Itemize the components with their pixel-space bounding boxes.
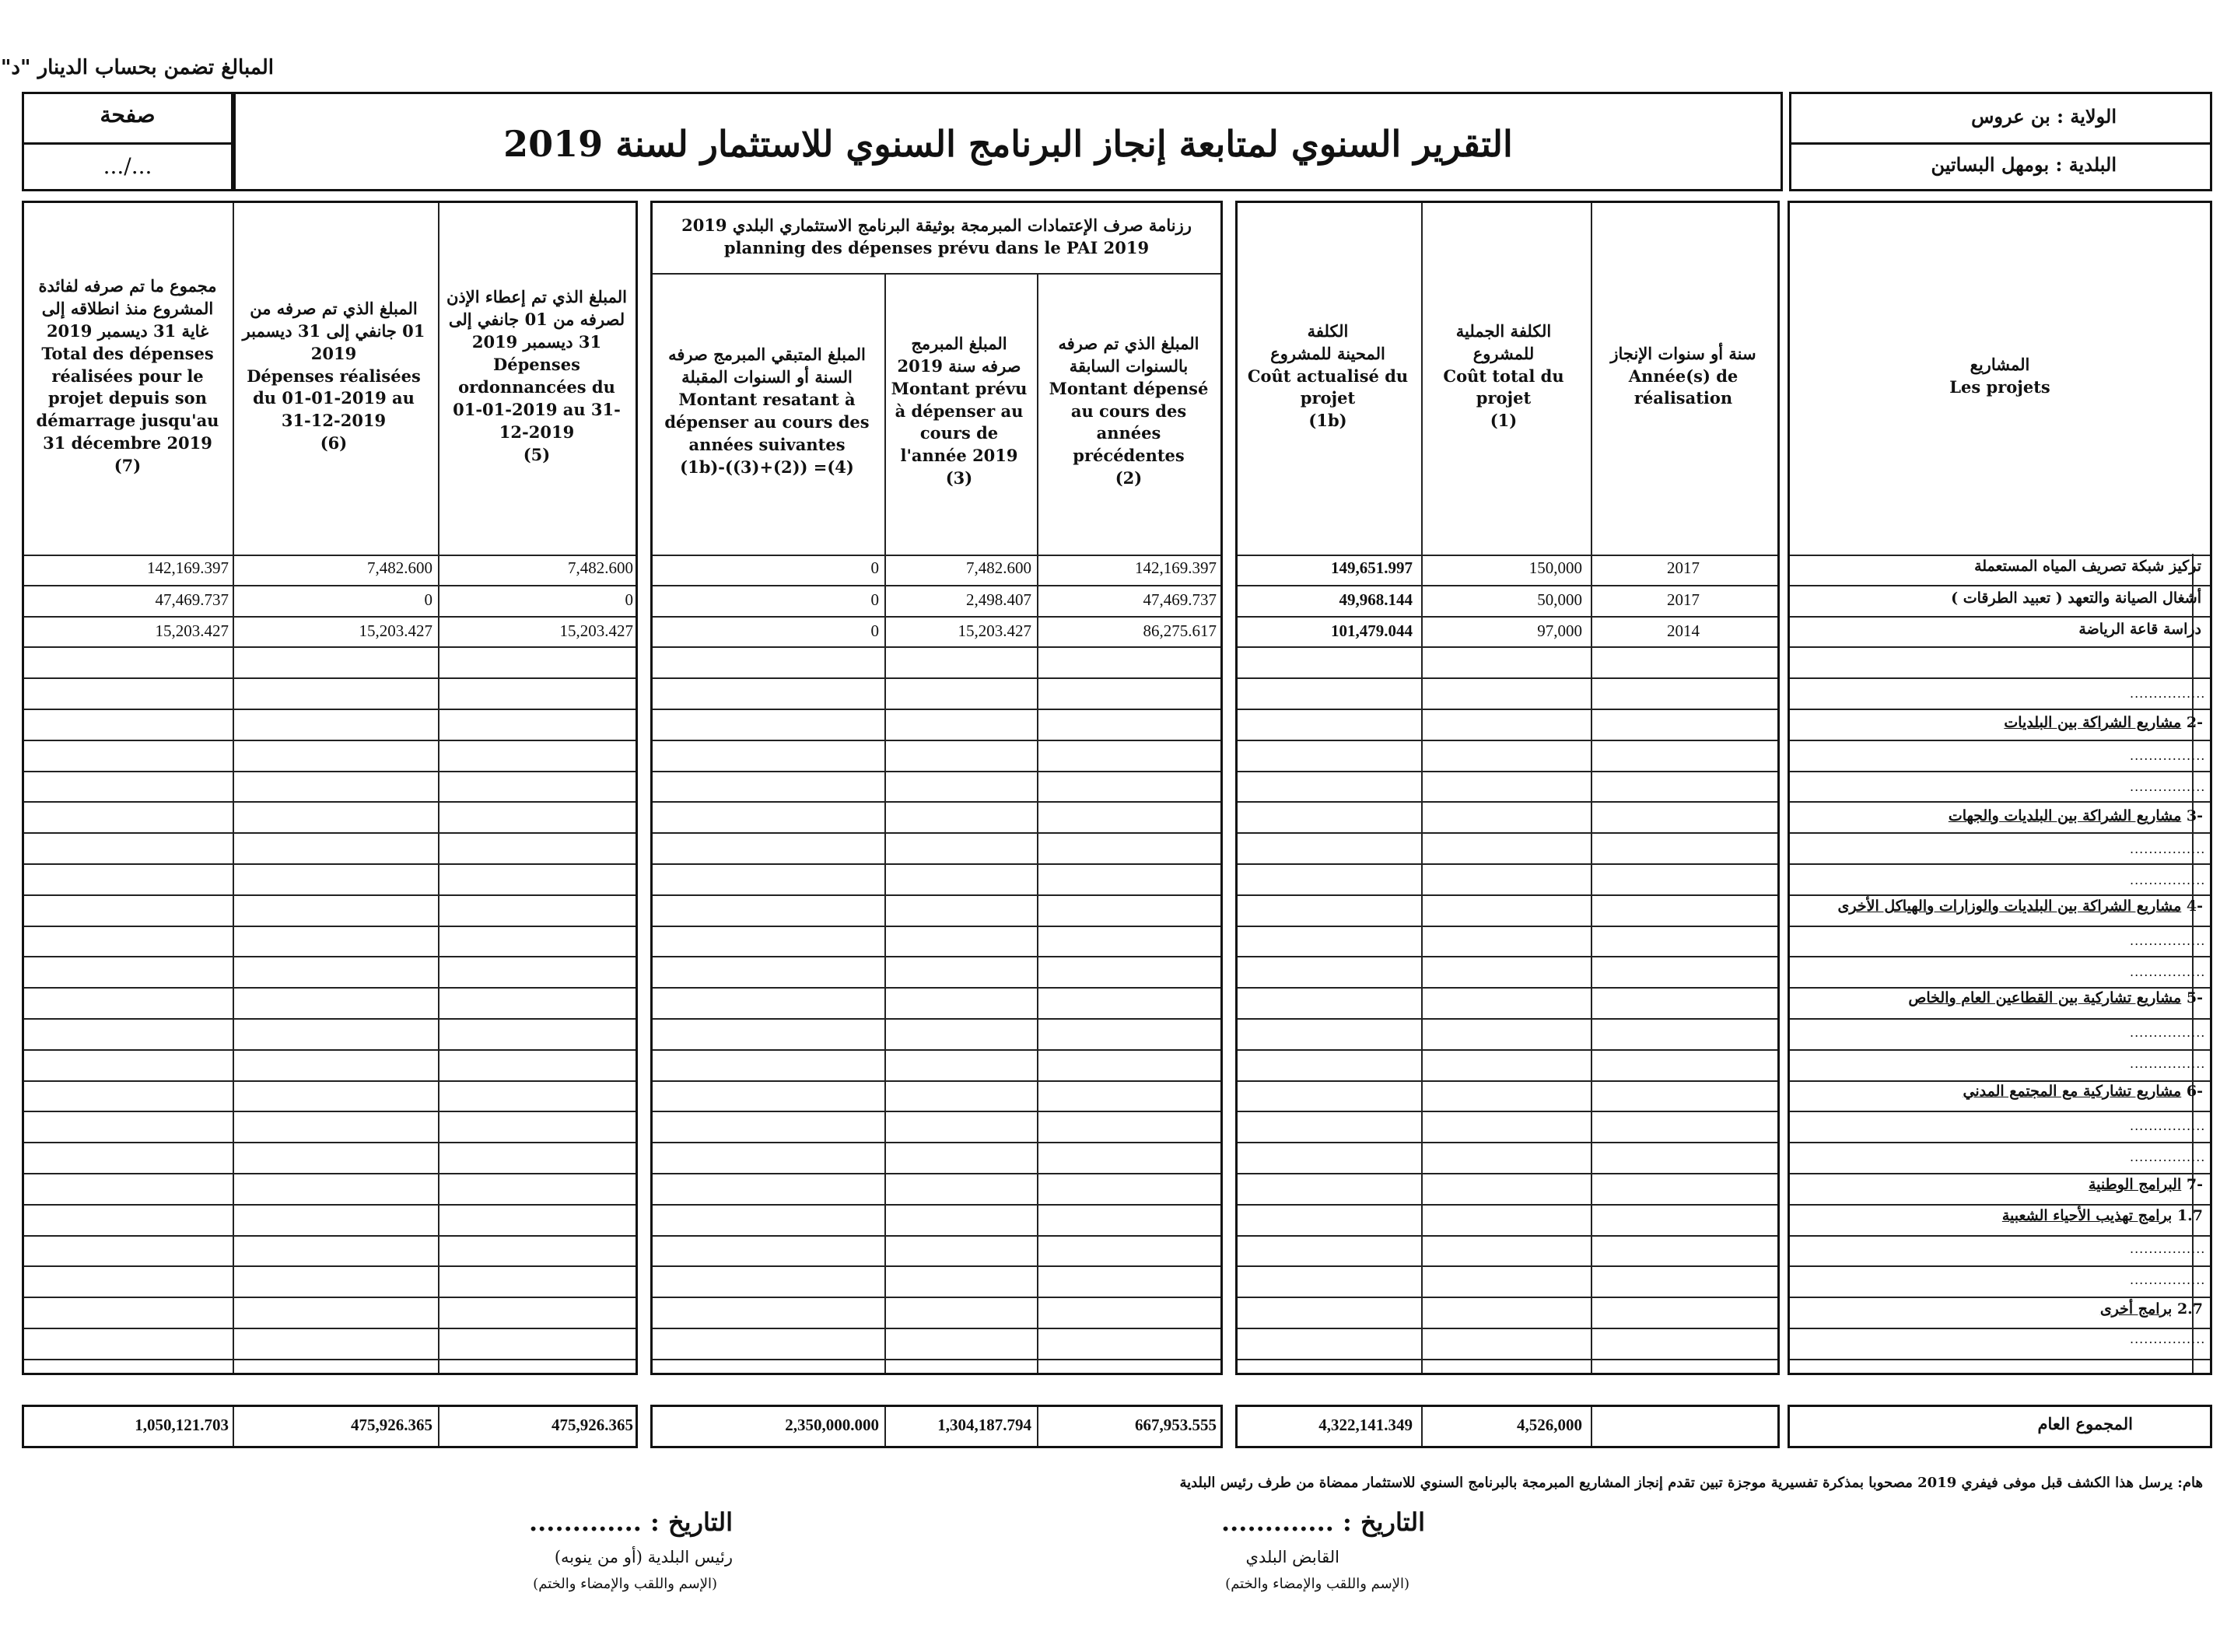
placeholder-dots-line: ................ (2130, 1150, 2206, 1164)
col-header-spent-previous (1036, 274, 1221, 549)
placeholder-dots-line: ................ (2130, 873, 2206, 887)
placeholder-dots-line: ................ (2130, 1056, 2206, 1071)
section-label (1963, 1083, 2203, 1100)
grid-row-line (653, 1049, 1220, 1051)
page-label: صفحة (100, 102, 156, 128)
total-planned-2019: 1,304,187.794 (937, 1416, 1031, 1434)
col-header-index: (1b) (1308, 411, 1347, 431)
grid-row-line (24, 987, 636, 989)
cell-total-spent: 47,469.737 (155, 590, 229, 609)
grid-row-line (1238, 863, 1777, 865)
col-header-text-ar: سنة أو سنوات الإنجاز (1610, 343, 1756, 363)
section-title: مشاريع الشراكة بين البلديات والوزارات والهياكل الأخرى (1837, 898, 2182, 915)
grid-row-line (1790, 646, 2210, 648)
wilaya-label: الولاية : بن عروس (1971, 105, 2117, 128)
grid-row-line (653, 926, 1220, 927)
grid-row-line (1238, 894, 1777, 896)
grid-row-line (1790, 801, 2210, 803)
cell-updated-cost: 49,968.144 (1339, 590, 1413, 609)
grid-row-line (24, 616, 636, 618)
important-note: هام: يرسل هذا الكشف قبل موفى فيفري 2019 مصحوبا بمذكرة تفسيرية موجزة تبين تقدم إنجاز المشاريع المبرمجة بالبرنامج السنوي للاستثمار ممضاة من طرف رئيس البلدية (1179, 1475, 2203, 1491)
grid-row-line (1238, 1080, 1777, 1082)
grid-row-line (1790, 1235, 2210, 1237)
grid-row-line (1790, 709, 2210, 710)
cell-planned-2019: 2,498.407 (966, 590, 1031, 609)
grid-row-line (1238, 926, 1777, 927)
col-header-index: (2) (1115, 468, 1143, 488)
grid-row-line (1238, 1235, 1777, 1237)
grid-row-line (1790, 677, 2210, 679)
grid-row-line (1790, 740, 2210, 741)
mayor-title: رئيس البلدية (أو من ينوبه) (554, 1548, 733, 1566)
grid-row-line (24, 1235, 636, 1237)
grid-row-line (653, 646, 1220, 648)
section-title: البرامج الوطنية (2088, 1176, 2182, 1193)
col-header-text-fr: Montant dépensé au cours des années précédentes (1049, 378, 1209, 466)
grid-row-line (1238, 585, 1777, 586)
grid-row-line (653, 616, 1220, 618)
section-title: مشاريع تشاركية بين القطاعين العام والخاص (1908, 989, 2182, 1006)
cell-spent-previous: 47,469.737 (1143, 590, 1217, 609)
grid-row-line (24, 956, 636, 957)
col-header-text-fr: Les projets (1949, 377, 2050, 397)
grid-row-line (653, 677, 1220, 679)
section-number: -3 (2186, 807, 2203, 824)
placeholder-dots-line: ................ (2130, 1025, 2206, 1040)
col-header-text-ar: المبلغ الذي تم صرفه من 01 جانفي إلى 31 ديسمبر 2019 (242, 298, 425, 363)
grid-row-line (653, 987, 1220, 989)
cell-total-spent: 142,169.397 (147, 558, 229, 577)
col-header-planning-group (653, 204, 1220, 271)
grid-row-line (653, 1204, 1220, 1206)
grid-row-line (1790, 1049, 2210, 1051)
grid-row-line (24, 771, 636, 772)
col-header-index: (3) (945, 468, 973, 488)
grid-row-line (24, 1142, 636, 1143)
grid-row-line (24, 832, 636, 834)
col-header-text-fr: Coût actualisé du projet (1247, 366, 1409, 408)
cell-total-cost: 150,000 (1528, 558, 1582, 577)
section-number: 2.7 (2176, 1300, 2203, 1318)
treasurer-date: التاريخ : ............. (1221, 1507, 1425, 1537)
grid-row-line (1238, 709, 1777, 710)
grid-row-line (1790, 616, 2210, 618)
grid-row-line (24, 1049, 636, 1051)
col-header-text-fr: Montant prévu à dépenser au cours de l'année 2019 (891, 378, 1028, 466)
col-header-text-fr: Année(s) de réalisation (1628, 366, 1739, 408)
grid-row-line (1238, 771, 1777, 772)
cell-remaining: 0 (870, 621, 879, 640)
cell-realized: 15,203.427 (359, 621, 432, 640)
col-header-planned-2019 (884, 274, 1035, 549)
grid-row-line (653, 956, 1220, 957)
cell-realized: 7,482.600 (367, 558, 432, 577)
project-name: أشغال الصيانة والتعهد ( تعبيد الطرقات ) (1951, 590, 2201, 607)
grid-row-line (1238, 1142, 1777, 1143)
grand-total-label: المجموع العام (2037, 1414, 2133, 1433)
grid-row-line (653, 832, 1220, 834)
treasurer-title: القابض البلدي (1245, 1548, 1339, 1566)
grid-row-line (1238, 616, 1777, 618)
grid-row-line (653, 1142, 1220, 1143)
grid-row-line (1790, 1265, 2210, 1267)
section-label (2004, 714, 2203, 731)
col-header-projects (1790, 204, 2210, 549)
project-name: دراسة قاعة الرياضة (2078, 621, 2201, 638)
grid-row-line (24, 1204, 636, 1206)
cell-spent-previous: 142,169.397 (1135, 558, 1217, 577)
grid-row-line (1238, 801, 1777, 803)
grid-row-line (1790, 1173, 2210, 1174)
grid-row-line (1238, 832, 1777, 834)
grid-row-line (24, 1173, 636, 1174)
section-label (1908, 989, 2203, 1006)
cell-planned-2019: 7,482.600 (966, 558, 1031, 577)
placeholder-dots-line: ................ (2130, 964, 2206, 979)
col-header-index: (6) (320, 433, 348, 453)
grid-row-line (653, 771, 1220, 772)
grid-row-line (1790, 987, 2210, 989)
cell-total-spent: 15,203.427 (155, 621, 229, 640)
treasurer-sign-hint: (الإسم واللقب والإمضاء والختم) (1225, 1576, 1409, 1592)
municipality-label: البلدية : بومهل البساتين (1931, 153, 2117, 176)
total-total-cost: 4,526,000 (1517, 1416, 1582, 1434)
section-title: برامج أخرى (2099, 1300, 2173, 1318)
total-updated-cost: 4,322,141.349 (1318, 1416, 1413, 1434)
col-header-text-ar-2: المحينة للمشروع (1270, 343, 1385, 363)
currency-note: المبالغ تضمن بحساب الدينار "د" (0, 56, 274, 79)
grid-row-line (24, 585, 636, 586)
col-header-ordonnanced (437, 204, 636, 549)
cell-spent-previous: 86,275.617 (1143, 621, 1217, 640)
section-label (2100, 1300, 2203, 1318)
grid-row-line (1790, 1297, 2210, 1298)
col-header-text-ar: المبلغ المتبقي المبرمج صرفه السنة أو السنوات المقبلة (668, 345, 866, 387)
project-name: تركيز شبكة تصريف المياه المستعملة (1974, 558, 2201, 575)
cell-realized: 0 (424, 590, 432, 609)
grid-row-line (1238, 956, 1777, 957)
section-number: -4 (2186, 898, 2203, 915)
grid-row-line (1238, 987, 1777, 989)
grid-row-line (1790, 926, 2210, 927)
mayor-sign-hint: (الإسم واللقب والإمضاء والختم) (533, 1576, 717, 1592)
grid-row-line (1238, 1359, 1777, 1360)
section-number: -5 (2186, 989, 2203, 1006)
col-header-year (1590, 204, 1777, 549)
col-header-text-ar: المشاريع (1970, 355, 2030, 375)
grid-row-line (1238, 740, 1777, 741)
section-title: مشاريع تشاركية مع المجتمع المدني (1963, 1083, 2182, 1100)
grid-row-line (1238, 646, 1777, 648)
grid-row-line (1790, 956, 2210, 957)
grid-row-line (1790, 1328, 2210, 1329)
col-header-total-spent (24, 204, 231, 549)
total-remaining: 2,350,000.000 (785, 1416, 879, 1434)
total-spent-previous: 667,953.555 (1135, 1416, 1217, 1434)
col-header-text-ar: المبلغ الذي تم إعطاء الإذن لصرفه من 01 جانفي إلى 31 ديسمبر 2019 (446, 287, 628, 352)
col-header-text-fr: Dépenses réalisées du 01-01-2019 au 31-12-2019 (247, 366, 421, 431)
grid-row-line (653, 1265, 1220, 1267)
grid-row-line (24, 677, 636, 679)
placeholder-dots-line: ................ (2130, 1332, 2206, 1346)
cell-year: 2014 (1667, 621, 1700, 640)
total-ordonnanced: 475,926.365 (551, 1416, 633, 1434)
col-header-text-fr: Montant resatant à dépenser au cours des années suivantes (664, 390, 870, 454)
grid-row-line (1238, 677, 1777, 679)
grid-row-line (24, 1265, 636, 1267)
col-header-realized (232, 204, 436, 549)
grid-row-line (1790, 1142, 2210, 1143)
cell-remaining: 0 (870, 558, 879, 577)
grid-row-line (1238, 1173, 1777, 1174)
grid-row-line (653, 709, 1220, 710)
grid-row-line (1238, 1204, 1777, 1206)
section-number: -6 (2186, 1083, 2203, 1100)
grid-row-line (1790, 1018, 2210, 1020)
col-header-text-fr: Total des dépenses réalisées pour le projet depuis son démarrage jusqu'au 31 décembre 2019 (36, 343, 219, 453)
cell-updated-cost: 149,651.997 (1331, 558, 1413, 577)
grid-row-line (24, 740, 636, 741)
cell-total-cost: 50,000 (1537, 590, 1582, 609)
grid-row-line (653, 801, 1220, 803)
cell-planned-2019: 15,203.427 (958, 621, 1031, 640)
section-label (1949, 807, 2203, 824)
grid-row-line (1238, 1111, 1777, 1112)
grid-row-line (1790, 863, 2210, 865)
page-number: .../... (103, 153, 152, 179)
section-title: مشاريع الشراكة بين البلديات والجهات (1948, 807, 2182, 824)
section-number: 1.7 (2176, 1207, 2203, 1224)
report-title: التقرير السنوي لمتابعة إنجاز البرنامج السنوي للاستثمار لسنة 2019 (233, 92, 1783, 191)
grid-row-line (1238, 1328, 1777, 1329)
totals-label-box (1788, 1405, 2212, 1448)
section-title: مشاريع الشراكة بين البلديات (2004, 714, 2182, 731)
grid-row-line (1238, 1297, 1777, 1298)
section-label (1838, 898, 2203, 915)
grid-row-line (24, 894, 636, 896)
grid-row-line (653, 1359, 1220, 1360)
placeholder-dots-line: ................ (2130, 779, 2206, 794)
placeholder-dots-line: ................ (2130, 1272, 2206, 1287)
col-header-index: (1) (1490, 411, 1518, 431)
grid-row-line (653, 1018, 1220, 1020)
col-header-remaining (653, 274, 881, 549)
grid-row-line (1790, 771, 2210, 772)
grid-row-line (24, 646, 636, 648)
grid-row-line (24, 1080, 636, 1082)
col-header-text-ar: رزنامة صرف الإعتمادات المبرمجة بوثيقة البرنامج الاستثماري البلدي 2019 (681, 215, 1192, 236)
grid-row-line (653, 1297, 1220, 1298)
placeholder-dots-line: ................ (2130, 1241, 2206, 1256)
cell-remaining: 0 (870, 590, 879, 609)
grid-row-line (1790, 1204, 2210, 1206)
total-realized: 475,926.365 (351, 1416, 432, 1434)
grid-row-line (1790, 832, 2210, 834)
col-header-updated-cost (1238, 204, 1418, 549)
placeholder-dots-line: ................ (2130, 933, 2206, 948)
col-header-index: (5) (523, 444, 551, 464)
grid-row-line (24, 801, 636, 803)
col-header-text-ar: الكلفة الجملية للمشروع (1455, 320, 1552, 363)
grid-row-line (1790, 1080, 2210, 1082)
cell-ordonnanced: 15,203.427 (559, 621, 633, 640)
cell-year: 2017 (1667, 590, 1700, 609)
grid-row-line (24, 1297, 636, 1298)
grid-row-line (24, 1328, 636, 1329)
col-header-text-ar: المبلغ الذي تم صرفه بالسنوات السابقة (1058, 333, 1199, 376)
cell-ordonnanced: 7,482.600 (568, 558, 633, 577)
col-header-text-fr: Coût total du projet (1443, 366, 1564, 408)
cell-updated-cost: 101,479.044 (1331, 621, 1413, 640)
grid-row-line (653, 740, 1220, 741)
mayor-date: التاريخ : ............. (529, 1507, 733, 1537)
grid-row-line (24, 709, 636, 710)
grid-row-line (24, 926, 636, 927)
grid-row-line (653, 585, 1220, 586)
col-header-index: (1b)-((3)+(2)) =(4) (680, 457, 854, 477)
col-header-text-ar: مجموع ما تم صرفه لفائدة المشروع منذ انطلاقه إلى غاية 31 ديسمبر 2019 (38, 275, 217, 341)
grid-row-line (1790, 1359, 2210, 1360)
grid-row-line (24, 863, 636, 865)
col-header-text-ar: المبلغ المبرمج صرفه سنة 2019 (897, 333, 1021, 376)
grid-row-line (653, 1173, 1220, 1174)
placeholder-dots-line: ................ (2130, 842, 2206, 856)
grid-row-line (1238, 1049, 1777, 1051)
grid-row-line (1790, 1111, 2210, 1112)
grid-row-line (653, 1080, 1220, 1082)
section-label (2089, 1176, 2203, 1193)
grid-row-line (24, 1111, 636, 1112)
grid-row-line (653, 1235, 1220, 1237)
grid-row-line (24, 1018, 636, 1020)
page-box (22, 92, 233, 191)
section-number: -2 (2186, 714, 2203, 731)
grid-row-line (653, 863, 1220, 865)
placeholder-dots-line: ................ (2130, 1118, 2206, 1133)
cell-ordonnanced: 0 (625, 590, 633, 609)
section-label (2002, 1207, 2203, 1224)
col-header-text-fr: planning des dépenses prévu dans le PAI 2019 (723, 238, 1150, 257)
grid-row-line (653, 894, 1220, 896)
placeholder-dots-line: ................ (2130, 686, 2206, 701)
grid-row-line (24, 1359, 636, 1360)
total-total-spent: 1,050,121.703 (135, 1416, 229, 1434)
grid-row-line (1790, 585, 2210, 586)
cell-year: 2017 (1667, 558, 1700, 577)
grid-row-line (653, 1111, 1220, 1112)
grid-row-line (1238, 1018, 1777, 1020)
section-number: -7 (2186, 1176, 2203, 1193)
placeholder-dots-line: ................ (2130, 748, 2206, 763)
section-title: برامج تهذيب الأحياء الشعبية (2001, 1207, 2173, 1224)
grid-row-line (653, 1328, 1220, 1329)
col-header-text-ar: الكلفة (1307, 320, 1349, 341)
col-header-index: (7) (114, 456, 142, 476)
cell-total-cost: 97,000 (1537, 621, 1582, 640)
grid-row-line (1790, 894, 2210, 896)
grid-row-line (1238, 1265, 1777, 1267)
col-header-total-cost (1420, 204, 1587, 549)
col-header-text-fr: Dépenses ordonnancées du 01-01-2019 au 31-12-2019 (453, 355, 621, 442)
location-box (1789, 92, 2212, 191)
